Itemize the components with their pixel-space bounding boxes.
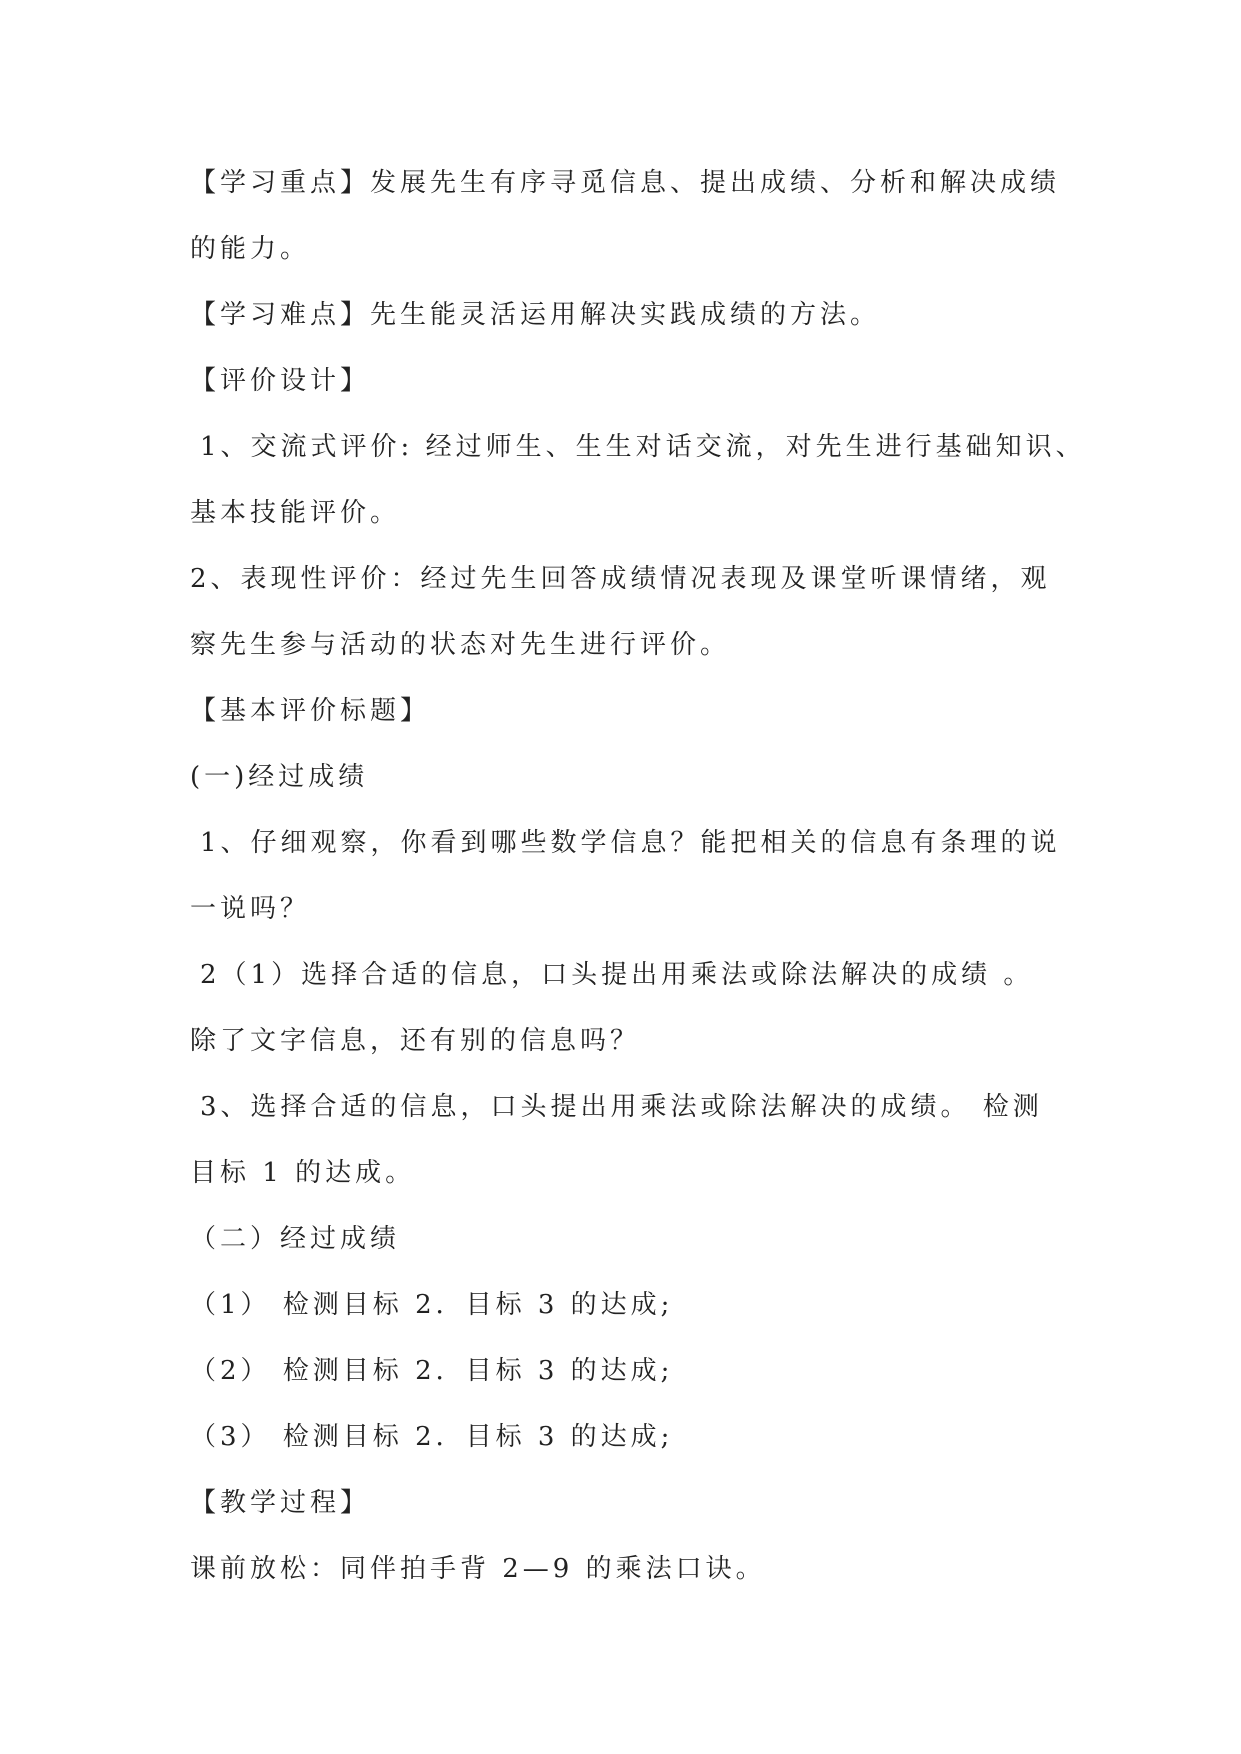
warmup-line: 课前放松：同伴拍手背 2—9 的乘法口诀。 bbox=[190, 1554, 766, 1584]
key-points-line-2: 的能力。 bbox=[190, 234, 311, 264]
section-two-heading: （二）经过成绩 bbox=[190, 1224, 401, 1254]
teaching-process-heading: 【教学过程】 bbox=[190, 1488, 371, 1518]
section-one-heading: (一)经过成绩 bbox=[190, 762, 369, 792]
question-3-line-2: 目标 1 的达成。 bbox=[190, 1158, 416, 1188]
basic-evaluation-heading: 【基本评价标题】 bbox=[190, 696, 431, 726]
evaluation-design-heading: 【评价设计】 bbox=[190, 366, 371, 396]
question-1-line-2: 一说吗？ bbox=[190, 894, 311, 924]
question-2-line-1: 2（1）选择合适的信息，口头提出用乘法或除法解决的成绩 。 bbox=[200, 960, 1034, 990]
evaluation-item-2-line-1: 2、表现性评价：经过先生回答成绩情况表现及课堂听课情绪，观 bbox=[190, 564, 1051, 594]
check-item-2: （2） 检测目标 2．目标 3 的达成; bbox=[190, 1356, 674, 1386]
document-page bbox=[190, 150, 1086, 1602]
question-2-line-2: 除了文字信息，还有别的信息吗？ bbox=[190, 1026, 641, 1056]
evaluation-item-2-line-2: 察先生参与活动的状态对先生进行评价。 bbox=[190, 630, 731, 660]
check-item-3: （3） 检测目标 2．目标 3 的达成; bbox=[190, 1422, 674, 1452]
question-3-line-1: 3、选择合适的信息，口头提出用乘法或除法解决的成绩。 检测 bbox=[200, 1092, 1043, 1122]
difficulty-line: 【学习难点】先生能灵活运用解决实践成绩的方法。 bbox=[190, 300, 881, 330]
question-1-line-1: 1、仔细观察，你看到哪些数学信息？能把相关的信息有条理的说 bbox=[200, 828, 1061, 858]
evaluation-item-1-line-1: 1、交流式评价: 经过师生、生生对话交流，对先生进行基础知识、 bbox=[200, 432, 1086, 462]
evaluation-item-1-line-2: 基本技能评价。 bbox=[190, 498, 401, 528]
key-points-line-1: 【学习重点】发展先生有序寻觅信息、提出成绩、分析和解决成绩 bbox=[190, 168, 1061, 198]
check-item-1: （1） 检测目标 2．目标 3 的达成; bbox=[190, 1290, 674, 1320]
